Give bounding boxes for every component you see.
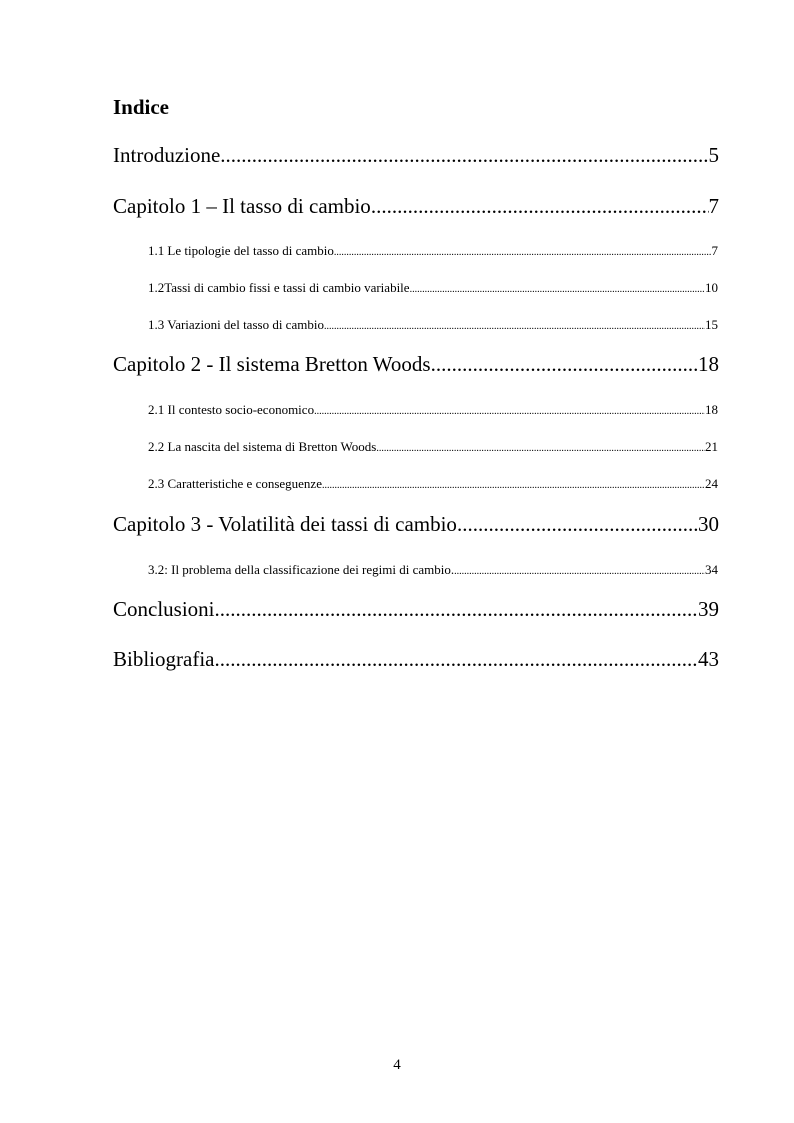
toc-entry-title: Bibliografia (113, 647, 215, 671)
toc-entry-page: 5 (708, 143, 719, 167)
toc-entry-introduzione (113, 143, 719, 168)
toc-entry-page: 30 (698, 512, 719, 536)
toc-entry-number: 1.2 (148, 280, 165, 295)
toc-entry-2-1 (148, 402, 718, 418)
toc-entry-page: 43 (698, 647, 719, 671)
toc-entry-number: 1.1 (148, 243, 165, 258)
dot-leader (431, 352, 698, 377)
dot-leader (334, 247, 712, 258)
dot-leader (376, 443, 705, 454)
dot-leader (314, 406, 705, 417)
toc-entry-title: Capitolo 3 - Volatilità dei tassi di cambio (113, 512, 457, 536)
toc-entry-bibliografia (113, 647, 719, 672)
dot-leader (324, 321, 705, 332)
toc-heading: Indice (113, 95, 170, 119)
toc-entry-title: Capitolo 1 – Il tasso di cambio (113, 194, 371, 218)
toc-entry-page: 7 (711, 243, 718, 258)
toc-entry-page: 18 (705, 402, 718, 417)
dot-leader (410, 284, 705, 295)
toc-entry-capitolo-1 (113, 194, 719, 219)
dot-leader (457, 512, 698, 537)
toc-entry-page: 10 (705, 280, 718, 295)
toc-entry-2-3 (148, 476, 718, 492)
toc-entry-title: Capitolo 2 - Il sistema Bretton Woods (113, 352, 431, 376)
toc-entry-title: Le tipologie del tasso di cambio (167, 243, 334, 258)
toc-entry-title: Conclusioni (113, 597, 215, 621)
toc-entry-title: 3.2: Il problema della classificazione dei regimi di cambio. (148, 562, 455, 577)
dot-leader (215, 597, 698, 622)
toc-entry-page: 18 (698, 352, 719, 376)
page-number: 4 (393, 1057, 401, 1073)
dot-leader (454, 566, 705, 577)
toc-entry-page: 34 (705, 562, 718, 577)
dot-leader (214, 647, 698, 672)
toc-entry-2-2 (148, 439, 718, 455)
dot-leader (322, 480, 705, 491)
toc-entry-page: 21 (705, 439, 718, 454)
toc-entry-title: Tassi di cambio fissi e tassi di cambio variabile (164, 280, 410, 295)
toc-entry-title: Introduzione (113, 143, 221, 167)
toc-entry-page: 24 (705, 476, 718, 491)
toc-entry-page: 15 (705, 317, 718, 332)
toc-entry-1-3 (148, 317, 718, 333)
toc-entry-capitolo-3 (113, 512, 719, 537)
toc-entry-3-2 (148, 562, 718, 578)
toc-entry-title: 2.3 Caratteristiche e conseguenze (148, 476, 322, 491)
toc-entry-capitolo-2 (113, 352, 719, 377)
toc-entry-title: 2.1 Il contesto socio-economico (148, 402, 315, 417)
toc-entry-title: 1.3 Variazioni del tasso di cambio (148, 317, 324, 332)
toc-entry-conclusioni (113, 597, 719, 622)
dot-leader (371, 194, 709, 219)
dot-leader (220, 143, 708, 168)
toc-entry-1-1 (148, 243, 718, 259)
toc-entry-page: 7 (708, 194, 719, 218)
toc-entry-title: 2.2 La nascita del sistema di Bretton Woods (148, 439, 377, 454)
toc-entry-1-2 (148, 280, 718, 296)
toc-entry-page: 39 (698, 597, 719, 621)
